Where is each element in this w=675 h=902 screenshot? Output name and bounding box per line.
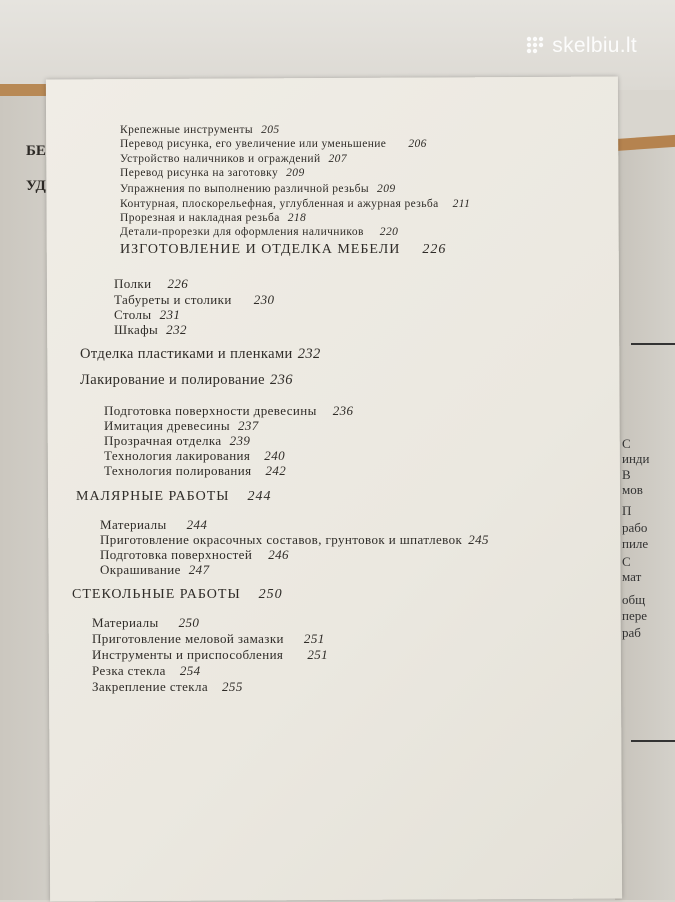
toc-entry: Приготовление меловой замазки 251 [92,631,325,646]
toc-entry: Крепежные инструменты 205 [120,124,280,136]
toc-section-heading: ИЗГОТОВЛЕНИЕ И ОТДЕЛКА МЕБЕЛИ 226 [120,242,447,257]
toc-entry: Прозрачная отделка 239 [104,433,251,448]
toc-entry: Подготовка поверхности древесины 236 [104,403,354,418]
toc-entry: Резка стекла 254 [92,663,201,678]
toc-entry: Инструменты и приспособления 251 [92,647,329,662]
toc-entry: Упражнения по выполнению различной резьбы 209 [120,183,396,195]
right-fragment: рабо [622,520,648,535]
toc-entry: Контурная, плоскорельефная, углубленная и ажурная резьба 211 [120,198,471,210]
toc-section-heading: СТЕКОЛЬНЫЕ РАБОТЫ 250 [72,587,283,602]
toc-entry: Табуреты и столики 230 [114,292,275,307]
right-fragment: пиле [622,536,649,551]
toc-entry: Имитация древесины 237 [104,418,259,433]
right-fragment: С [622,436,631,451]
toc-section-heading: МАЛЯРНЫЕ РАБОТЫ 244 [76,489,272,504]
left-fragment: БЕ [26,143,46,159]
toc-entry: Материалы 250 [92,615,200,630]
right-fragment: П [622,503,632,518]
toc-entry: Материалы 244 [100,517,208,532]
toc-entry: Приготовление окрасочных составов, грунтовок и шпатлевок 245 [100,532,489,547]
toc-entry: Шкафы 232 [114,322,187,337]
toc-entry: Перевод рисунка, его увеличение или уменьшение 206 [120,138,427,150]
toc-entry: Детали-прорезки для оформления наличников 220 [120,226,399,238]
right-fragment: раб [622,625,641,640]
right-fragment: инди [622,451,650,466]
toc-entry: Устройство наличников и ограждений 207 [120,153,347,165]
right-fragment: мов [622,482,643,497]
toc-entry: Технология лакирования 240 [104,448,285,463]
left-fragment: УД [26,178,46,194]
right-fragment: В [622,467,631,482]
right-fragment: мат [622,569,642,584]
right-fragment: пере [622,608,647,623]
right-fragment: общ [622,592,646,607]
toc-entry: Закрепление стекла 255 [92,679,243,694]
toc-subsection-heading: Отделка пластиками и пленками 232 [80,346,321,362]
toc-entry: Подготовка поверхностей 246 [100,547,289,562]
right-fragment: С [622,554,631,569]
toc-entry: Полки 226 [114,276,189,291]
toc-subsection-heading: Лакирование и полирование 236 [80,372,293,388]
toc-entry: Прорезная и накладная резьба 218 [120,212,307,224]
toc-entry: Столы 231 [114,307,181,322]
watermark-text: skelbiu.lt [552,34,637,57]
toc-entry: Окрашивание 247 [100,562,210,577]
toc-entry: Перевод рисунка на заготовку 209 [120,167,305,179]
toc-entry: Технология полирования 242 [104,463,287,478]
